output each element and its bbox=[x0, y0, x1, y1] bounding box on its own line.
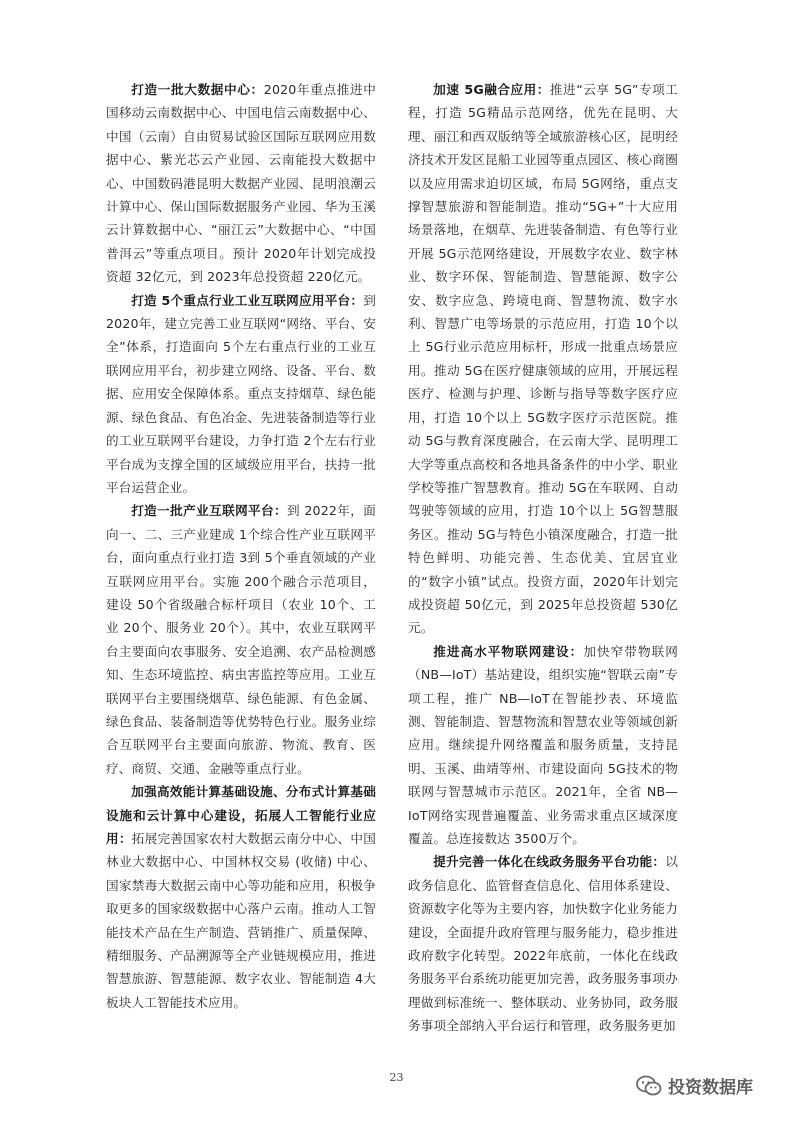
paragraph-heading: 加强高效能计算基础设施、分布式计算基础设施和云计算中心建设，拓展人工智能行业应用： bbox=[106, 784, 376, 846]
paragraph-text: 2020年重点推进中国移动云南数据中心、中国电信云南数据中心、中国（云南）自由贸易试验区国际互联网应用数据中心、紫光芯云产业园、云南能投大数据中心、中国数码港昆明大数据产业园、昆明浪潮云计算中心、保山国际数据服务产业园、华为玉溪云计算数据中心、“丽江云”大数据中心、“中国普洱云”等重点项目。预计 2020年计划完成投资超 32亿元，到 2023年总投资超 220亿元。 bbox=[106, 82, 376, 285]
paragraph-heading: 打造一批大数据中心： bbox=[131, 82, 264, 97]
paragraph-heading: 推进高水平物联网建设： bbox=[433, 643, 584, 659]
watermark-text: 投资数据库 bbox=[668, 1078, 753, 1098]
wechat-icon bbox=[636, 1075, 662, 1097]
paragraph-text: 到 2022年，面向一、二、三产业建成 1个综合性产业互联网平台，面向重点行业打造 3到 5个垂直领域的产业互联网应用平台。实施 200个融合示范项目，建设 50个省级融合标杆项目（农业 10个、工业 20个、服务业 20个）。其中，农业互联网平台主要面向农事服务、安全追溯、农产品检测感知、生态环境监控、病虫害监控等应用。工业互联网平台主要围绕烟草、绿色能源、有色金属、绿色食品、装备制造等优势特色行业。服务业综合互联网平台主要面向旅游、物流、教育、医疗、商贸、交通、金融等重点行业。 bbox=[106, 503, 376, 776]
paragraph-heading: 提升完善一体化在线政务服务平台功能： bbox=[433, 854, 666, 870]
paragraph-e-government bbox=[408, 850, 678, 1037]
paragraph-text: 加快窄带物联网（NB—IoT）基站建设，组织实施“智联云南”专项工程，推广 NB—IoT在智能抄表、环境监测、智能制造、智慧物流和智慧农业等领域创新应用。继续提升网络覆盖和服务质量，支持昆明、玉溪、曲靖等州、市建设面向 5G技术的物联网与智慧城市示范区。2021年，全省 NB—IoT网络实现普遍覆盖、业务需求重点区域深度覆盖。总连接数达 3500万个。 bbox=[408, 643, 678, 846]
paragraph-5g-applications bbox=[408, 78, 678, 640]
paragraph-computing-ai bbox=[106, 780, 376, 1014]
paragraph-text: 以政务信息化、监管督查信息化、信用体系建设、资源数字化等为主要内容，加快数字化业务能力建设，全面提升政府管理与服务能力，稳步推进政府数字化转型。2022年底前，一体化在线政务服务平台系统功能更加完善，政务服务事项办理做到标准统一、整体联动、业务协同，政务服务事项全部纳入平台运行和管理，政务服务更加 bbox=[408, 854, 678, 1034]
paragraph-heading: 打造 5个重点行业工业互联网应用平台： bbox=[131, 292, 364, 308]
right-column bbox=[408, 78, 678, 1038]
paragraph-text: 拓展完善国家农村大数据云南分中心、中国林业大数据中心、中国林权交易 (收储) 中心、国家禁毒大数据云南中心等功能和应用，积极争取更多的国家级数据中心落户云南。推动人工智能技术产品在生产制造、营销推广、质量保障、精细服务、产品溯源等全产业链规模应用，推进智慧旅游、智慧能源、数字农业、智能制造 4大板块人工智能技术应用。 bbox=[106, 831, 376, 1010]
paragraph-industrial-internet bbox=[106, 289, 376, 500]
left-column bbox=[106, 78, 376, 1014]
paragraph-industry-internet-platforms bbox=[106, 499, 376, 780]
paragraph-text: 推进“云享 5G”专项工程，打造 5G精品示范网络，优先在昆明、大理、丽江和西双版纳等全域旅游核心区，昆明经济技术开发区昆船工业园等重点园区、核心商圈以及应用需求迫切区域，布局 5G网络，重点支撑智慧旅游和智能制造。推动“5G+”十大应用场景落地，在烟草、先进装备制造、有色等行业开展 5G示范网络建设，开展数字农业、数字林业、数字环保、智能制造、智慧能源、数字公安、数字应急、跨境电商、智慧物流、数字水利、智慧广电等场景的示范应用，打造 10个以上 5G行业示范应用标杆，形成一批重点场景应用。推动 5G在医疗健康领域的应用，开展远程医疗、检测与护理、诊断与指导等数字医疗应用，打造 10个以上 5G数字医疗示范医院。推动 5G与教育深度融合，在云南大学、昆明理工大学等重点高校和各地具备条件的中小学、职业学校等推广智慧教育。推动 5G在车联网、自动驾驶等领域的应用，打造 10个以上 5G智慧服务区。推动 5G与特色小镇深度融合，打造一批特色鲜明、功能完善、生态优美、宜居宜业的“数字小镇”试点。投资方面，2020年计划完成投资超 50亿元，到 2025年总投资超 530亿元。 bbox=[408, 82, 678, 636]
page-number: 23 bbox=[389, 1071, 404, 1084]
paragraph-iot bbox=[408, 640, 678, 851]
paragraph-text: 到 2020年，建立完善工业互联网“网络、平台、安全”体系，打造面向 5个左右重点行业的工业互联网应用平台，初步建立网络、设备、平台、数据、应用安全保障体系。重点支持烟草、绿色能源、绿色食品、有色冶金、先进装备制造等行业的工业互联网平台建设，力争打造 2个左右行业平台成为支撑全国的区域级应用平台，扶持一批平台运营企业。 bbox=[106, 292, 376, 495]
watermark bbox=[636, 1073, 753, 1098]
paragraph-heading: 打造一批产业互联网平台： bbox=[131, 503, 288, 519]
paragraph-heading: 加速 5G融合应用： bbox=[433, 82, 550, 97]
paragraph-big-data-centers bbox=[106, 78, 376, 289]
